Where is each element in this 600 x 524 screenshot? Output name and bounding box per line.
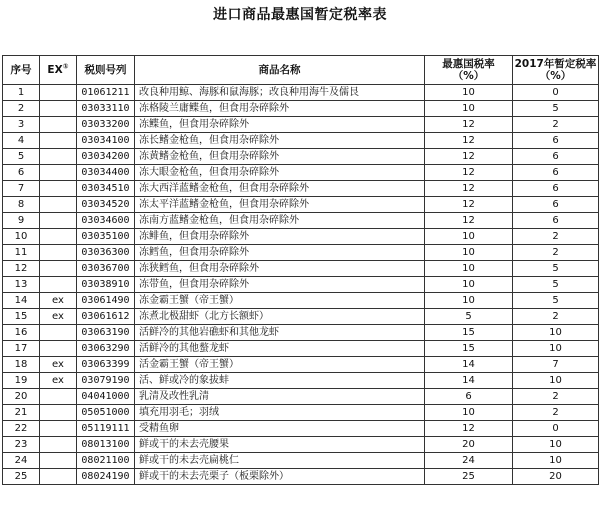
table-row [3,213,599,229]
table-row [3,309,599,325]
cell-name: 冻南方蓝鳍金枪鱼，但食用杂碎除外 [135,213,425,229]
table-row [3,117,599,133]
cell-seq: 13 [3,277,40,293]
table-row [3,229,599,245]
cell-seq: 1 [3,85,40,101]
table-row [3,165,599,181]
cell-code: 03063190 [77,325,135,341]
cell-name: 填充用羽毛；羽绒 [135,405,425,421]
cell-mfn-rate: 12 [425,165,513,181]
cell-code: 05119111 [77,421,135,437]
cell-temp-rate: 2 [513,117,599,133]
cell-name: 冻大西洋蓝鳍金枪鱼，但食用杂碎除外 [135,181,425,197]
cell-ex [40,181,77,197]
cell-seq: 25 [3,469,40,485]
cell-name: 冻狭鳕鱼，但食用杂碎除外 [135,261,425,277]
table-row [3,261,599,277]
cell-mfn-rate: 15 [425,341,513,357]
cell-code: 03033200 [77,117,135,133]
header-mfn-line2: （%） [452,70,485,82]
table-row [3,293,599,309]
cell-ex [40,85,77,101]
cell-code: 04041000 [77,389,135,405]
cell-temp-rate: 5 [513,293,599,309]
cell-ex [40,277,77,293]
cell-seq: 8 [3,197,40,213]
cell-ex: ex [40,373,77,389]
cell-mfn-rate: 6 [425,389,513,405]
cell-ex [40,245,77,261]
cell-seq: 19 [3,373,40,389]
cell-temp-rate: 10 [513,437,599,453]
cell-seq: 20 [3,389,40,405]
cell-code: 05051000 [77,405,135,421]
table-row [3,421,599,437]
cell-temp-rate: 2 [513,309,599,325]
cell-mfn-rate: 10 [425,293,513,309]
cell-mfn-rate: 12 [425,213,513,229]
cell-ex: ex [40,357,77,373]
cell-seq: 10 [3,229,40,245]
cell-code: 03061490 [77,293,135,309]
table-row [3,149,599,165]
cell-seq: 6 [3,165,40,181]
cell-seq: 11 [3,245,40,261]
cell-code: 01061211 [77,85,135,101]
table-row [3,453,599,469]
cell-mfn-rate: 24 [425,453,513,469]
cell-code: 03063290 [77,341,135,357]
cell-ex [40,197,77,213]
cell-ex [40,149,77,165]
cell-code: 03034510 [77,181,135,197]
cell-ex [40,117,77,133]
cell-code: 08013100 [77,437,135,453]
table-row [3,133,599,149]
cell-mfn-rate: 5 [425,309,513,325]
cell-seq: 3 [3,117,40,133]
cell-ex: ex [40,293,77,309]
table-row [3,389,599,405]
cell-mfn-rate: 12 [425,197,513,213]
cell-temp-rate: 5 [513,261,599,277]
table-row [3,437,599,453]
cell-ex [40,261,77,277]
cell-temp-rate: 2 [513,229,599,245]
cell-code: 03061612 [77,309,135,325]
cell-ex [40,341,77,357]
cell-temp-rate: 10 [513,325,599,341]
cell-name: 活金霸王蟹（帝王蟹） [135,357,425,373]
table-row [3,101,599,117]
cell-name: 冻黄鳍金枪鱼，但食用杂碎除外 [135,149,425,165]
cell-mfn-rate: 14 [425,357,513,373]
cell-seq: 15 [3,309,40,325]
cell-temp-rate: 6 [513,213,599,229]
cell-mfn-rate: 10 [425,229,513,245]
cell-code: 03033110 [77,101,135,117]
cell-name: 鲜或干的未去壳栗子（板栗除外） [135,469,425,485]
cell-name: 冻太平洋蓝鳍金枪鱼，但食用杂碎除外 [135,197,425,213]
cell-code: 08024190 [77,469,135,485]
cell-ex [40,165,77,181]
table-header-row [3,56,599,85]
cell-ex [40,421,77,437]
cell-name: 受精鱼卵 [135,421,425,437]
cell-mfn-rate: 10 [425,405,513,421]
cell-name: 改良种用鲸、海豚和鼠海豚；改良种用海牛及儒艮 [135,85,425,101]
cell-code: 03038910 [77,277,135,293]
cell-temp-rate: 2 [513,389,599,405]
cell-code: 03063399 [77,357,135,373]
cell-ex [40,453,77,469]
tariff-table [2,55,599,485]
cell-name: 冻大眼金枪鱼，但食用杂碎除外 [135,165,425,181]
table-row [3,277,599,293]
cell-mfn-rate: 12 [425,181,513,197]
cell-name: 鲜或干的未去壳腰果 [135,437,425,453]
cell-name: 冻金霸王蟹（帝王蟹） [135,293,425,309]
cell-code: 03034100 [77,133,135,149]
cell-ex [40,213,77,229]
table-row [3,357,599,373]
cell-ex [40,405,77,421]
cell-name: 冻带鱼，但食用杂碎除外 [135,277,425,293]
cell-code: 03035100 [77,229,135,245]
cell-name: 活鲜冷的其他岩礁虾和其他龙虾 [135,325,425,341]
cell-name: 活、鲜或冷的象拔蚌 [135,373,425,389]
header-mfn-rate [425,56,513,85]
table-row [3,469,599,485]
cell-mfn-rate: 10 [425,245,513,261]
header-ex [40,56,77,85]
cell-seq: 22 [3,421,40,437]
cell-ex [40,229,77,245]
cell-mfn-rate: 12 [425,149,513,165]
cell-seq: 14 [3,293,40,309]
cell-name: 冻鳕鱼，但食用杂碎除外 [135,245,425,261]
table-row [3,405,599,421]
header-ex-footnote-mark: ① [62,62,69,71]
cell-mfn-rate: 12 [425,133,513,149]
cell-seq: 17 [3,341,40,357]
cell-seq: 21 [3,405,40,421]
cell-name: 冻煮北极甜虾（北方长额虾） [135,309,425,325]
cell-temp-rate: 0 [513,85,599,101]
cell-ex: ex [40,309,77,325]
table-row [3,181,599,197]
table-row [3,85,599,101]
cell-temp-rate: 20 [513,469,599,485]
cell-temp-rate: 2 [513,405,599,421]
table-row [3,245,599,261]
cell-temp-rate: 5 [513,277,599,293]
cell-seq: 16 [3,325,40,341]
cell-code: 03034200 [77,149,135,165]
cell-code: 03034400 [77,165,135,181]
cell-seq: 12 [3,261,40,277]
cell-mfn-rate: 10 [425,85,513,101]
cell-mfn-rate: 10 [425,277,513,293]
header-mfn-line1: 最惠国税率 [442,58,495,70]
cell-temp-rate: 5 [513,101,599,117]
cell-temp-rate: 6 [513,149,599,165]
cell-name: 冻鲱鱼，但食用杂碎除外 [135,229,425,245]
cell-mfn-rate: 14 [425,373,513,389]
cell-name: 鲜或干的未去壳扁桃仁 [135,453,425,469]
cell-code: 08021100 [77,453,135,469]
cell-mfn-rate: 20 [425,437,513,453]
cell-ex [40,469,77,485]
cell-mfn-rate: 12 [425,421,513,437]
cell-temp-rate: 6 [513,165,599,181]
cell-name: 冻鲽鱼，但食用杂碎除外 [135,117,425,133]
cell-seq: 24 [3,453,40,469]
header-code: 税则号列 [77,56,135,85]
cell-code: 03079190 [77,373,135,389]
cell-code: 03036300 [77,245,135,261]
cell-temp-rate: 10 [513,341,599,357]
table-row [3,197,599,213]
header-name: 商品名称 [135,56,425,85]
document-title: 进口商品最惠国暂定税率表 [213,7,387,23]
header-seq: 序号 [3,56,40,85]
cell-temp-rate: 10 [513,453,599,469]
table-row [3,341,599,357]
cell-code: 03034600 [77,213,135,229]
cell-temp-rate: 2 [513,245,599,261]
cell-ex [40,437,77,453]
header-temp-line2: （%） [539,70,572,82]
cell-temp-rate: 10 [513,373,599,389]
header-ex-label: EX [47,64,63,76]
cell-seq: 5 [3,149,40,165]
cell-seq: 7 [3,181,40,197]
cell-seq: 23 [3,437,40,453]
table-row [3,325,599,341]
cell-temp-rate: 7 [513,357,599,373]
cell-temp-rate: 6 [513,181,599,197]
cell-mfn-rate: 15 [425,325,513,341]
cell-mfn-rate: 25 [425,469,513,485]
cell-name: 冻格陵兰庸鲽鱼，但食用杂碎除外 [135,101,425,117]
header-temp-rate [513,56,599,85]
cell-name: 冻长鳍金枪鱼，但食用杂碎除外 [135,133,425,149]
cell-code: 03036700 [77,261,135,277]
cell-code: 03034520 [77,197,135,213]
cell-temp-rate: 6 [513,133,599,149]
cell-temp-rate: 0 [513,421,599,437]
cell-seq: 18 [3,357,40,373]
cell-ex [40,389,77,405]
cell-mfn-rate: 12 [425,117,513,133]
cell-ex [40,325,77,341]
header-temp-line1: 2017年暂定税率 [514,58,597,70]
cell-seq: 2 [3,101,40,117]
table-row [3,373,599,389]
cell-name: 活鲜冷的其他螯龙虾 [135,341,425,357]
cell-temp-rate: 6 [513,197,599,213]
cell-mfn-rate: 10 [425,261,513,277]
cell-ex [40,101,77,117]
cell-seq: 4 [3,133,40,149]
cell-seq: 9 [3,213,40,229]
cell-mfn-rate: 10 [425,101,513,117]
cell-name: 乳清及改性乳清 [135,389,425,405]
cell-ex [40,133,77,149]
